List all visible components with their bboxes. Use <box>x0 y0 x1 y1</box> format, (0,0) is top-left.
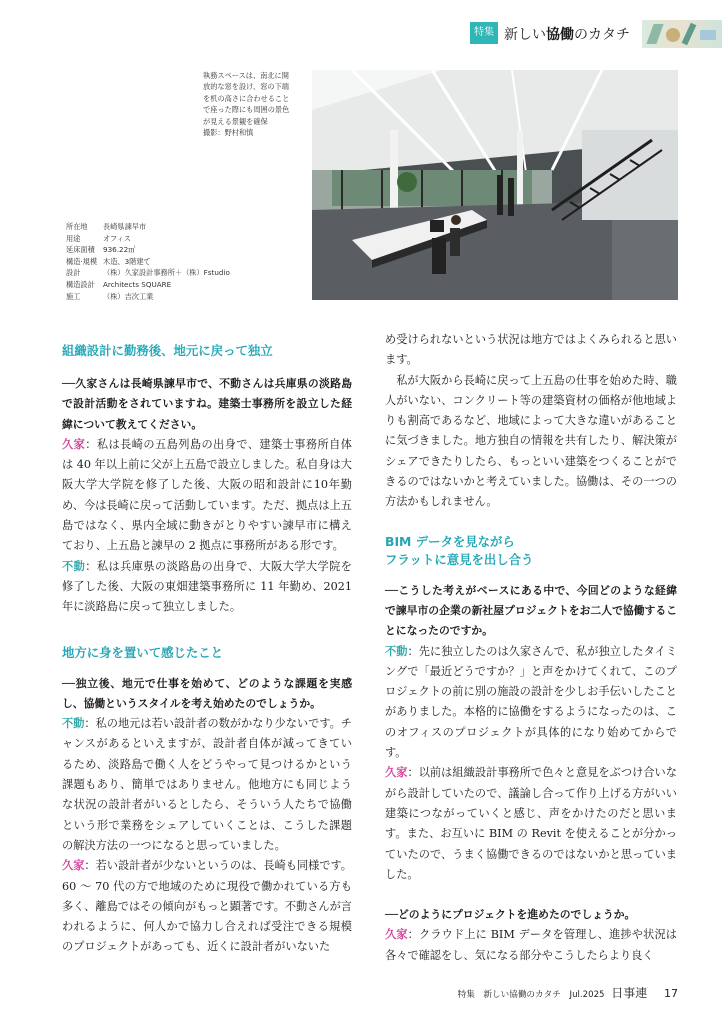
answer-paragraph <box>385 925 677 966</box>
answer-text: ：以前は組織設計事務所で色々と意見をぶつけ合いながら設計していたので、議論し合って作り上げる方がいい建築につながっていくと感じ、声をかけたのだと思います。また、お互いに BIM の Revit を使えることが分かっていたので、うまく協働できるのではないかと思っていました。 <box>385 766 677 881</box>
photo-caption-line: 放的な窓を設け、窓の下端 <box>203 82 289 92</box>
page-number: 17 <box>664 987 678 1000</box>
answer-paragraph <box>385 642 677 764</box>
photo-caption <box>203 70 309 138</box>
answer-paragraph <box>62 435 352 557</box>
feature-tag: 特集 <box>470 22 498 44</box>
speaker-kuga: 久家 <box>385 766 408 780</box>
answer-paragraph <box>62 856 352 957</box>
body-paragraph: 私が大阪から長崎に戻って上五島の仕事を始めた時、職人がいない、コンクリート等の建築資材の価格が他地域よりも割高であるなど、地域によって大きな違いがあることに気づきました。地方独自の情報を共有したり、解決策がシェアできたりしたら、もっといい建築をつくることができるのではないかと考えていました。協働は、その一つの方法かもしれません。 <box>385 373 677 509</box>
spec-key: 所在地 <box>66 222 88 231</box>
spec-row <box>66 291 230 303</box>
section-heading <box>385 533 677 569</box>
header-decoration <box>642 20 722 48</box>
section-heading-line2: フラットに意見を出し合う <box>385 551 534 567</box>
spec-row <box>66 244 230 256</box>
answer-text: ：私の地元は若い設計者の数がかなり少ないです。チャンスがあるといえますが、設計者自体が減ってきているため、淡路島で働く人をどうやって見つけるかという課題もあり、簡単ではありません。他地方にも同じような状況の設計者がいるとしたら、そういう人たちで協働という形で業務をシェアしていくことは、こうした課題の解決方法の一つになると思っていました。 <box>62 717 352 852</box>
photo-caption-line: で座った際にも周囲の景色 <box>203 105 290 115</box>
photo-caption-line: を机の高さに合わせること <box>203 93 290 103</box>
photo-credit: 撮影：野村和慎 <box>203 128 254 138</box>
speaker-kuga: 久家 <box>62 859 85 873</box>
answer-text: ：若い設計者が少ないというのは、長崎も同様です。60 ～ 70 代の方で地域のために現役で働かれている方も多く、離島ではその傾向がもっと顕著です。不動さんが言われるように、何人かで協力し合えれば受注できる規模のプロジェクトがあっても、近くに設計者がいないた <box>62 859 352 954</box>
photo-caption-line: 執務スペースは、南北に開 <box>203 71 289 80</box>
spec-key: 延床面積 <box>66 245 95 255</box>
spec-row <box>66 221 230 233</box>
spec-row <box>66 256 230 268</box>
answer-paragraph <box>62 714 352 856</box>
spec-value: （株）吉次工業 <box>103 291 154 301</box>
spec-value: （株）久家設計事務所＋（株）Fstudio <box>103 268 230 278</box>
interview-question: ──どのようにプロジェクトを進めたのでしょうか。 <box>385 908 636 922</box>
section-heading: 地方に身を置いて感じたこと <box>62 644 224 660</box>
interview-question: ──久家さんは長崎県諫早市で、不動さんは兵庫県の淡路島で設計活動をされていますね。建築士事務所を設立した経緯について教えてください。 <box>62 377 352 431</box>
interview-question: ──独立後、地元で仕事を始めて、どのような課題を実感し、協働というスタイルを考え始めたのでしょうか。 <box>62 676 352 710</box>
spec-key: 構造設計 <box>66 279 95 289</box>
spec-value: 936.22㎡ <box>103 245 136 255</box>
footer-brand: 日事連 <box>611 986 648 1000</box>
spec-value: Architects SQUARE <box>103 279 172 289</box>
project-specs <box>66 221 230 302</box>
answer-paragraph <box>62 557 352 618</box>
spec-key: 設計 <box>66 268 81 278</box>
spec-value: 長崎県諫早市 <box>103 222 147 231</box>
answer-text: ：私は長崎の五島列島の出身で、建築士事務所自体は 40 年以上前に父が上五島で設立しました。私自身は大阪大学大学院を修了した後、大阪の昭和設計に10年勤め、今は長崎に戻って活動しています。ただ、拠点は上五島ではなく、県内全域に動きがとりやすい諫早市に構えており、上五島と諫早の 2 拠点に事務所がある形です。 <box>62 437 352 553</box>
speaker-kuga: 久家 <box>62 437 86 451</box>
spec-row <box>66 279 230 291</box>
feature-title-pre: 新しい <box>504 27 546 43</box>
speaker-kuga: 久家 <box>385 928 408 942</box>
spec-row <box>66 267 230 279</box>
spec-key: 用途 <box>66 233 81 243</box>
speaker-fudo: 不動 <box>385 644 408 658</box>
section-heading: 組織設計に勤務後、地元に戻って独立 <box>62 343 273 358</box>
answer-text: ：先に独立したのは久家さんで、私が独立したタイミングで「最近どうですか？」と声をかけてくれて、このプロジェクトの前に別の施設の設計を少しお手伝いしたことがありました。本格的に協働をするようになったのは、このオフィスのプロジェクトが具体的になり始めてからです。 <box>385 644 677 760</box>
footer-section: 特集 新しい協働のカタチ <box>457 990 561 1000</box>
spec-value: 木造、3階建て <box>103 256 151 266</box>
right-column <box>385 330 677 966</box>
office-photo <box>312 70 678 300</box>
interview-question: ──こうした考えがベースにある中で、今回どのような経緯で諫早市の企業の新社屋プロジェクトをお二人で協働することになったのですか。 <box>385 583 677 638</box>
left-column <box>62 342 352 958</box>
body-paragraph: め受けられないという状況は地方ではよくみられると思います。 <box>385 333 677 367</box>
page-header <box>470 0 724 52</box>
footer-date: Jul.2025 <box>569 990 605 1000</box>
spec-key: 施工 <box>66 291 81 301</box>
office-interior-illustration <box>312 70 678 300</box>
feature-title-bold: 協働 <box>546 27 574 43</box>
answer-text: ：私は兵庫県の淡路島の出身で、大阪大学大学院を修了した後、大阪の東畑建築事務所に 11 年勤め、2021 年に淡路島に戻って独立しました。 <box>62 559 352 614</box>
feature-title-post: のカタチ <box>574 27 630 43</box>
photo-caption-line: が見える景観を確保 <box>203 116 268 126</box>
answer-paragraph <box>385 763 677 885</box>
feature-title <box>504 24 630 44</box>
section-heading-line1: BIM データを見ながら <box>385 533 515 549</box>
spec-value: オフィス <box>103 233 131 243</box>
speaker-fudo: 不動 <box>62 717 85 731</box>
answer-text: ：クラウド上に BIM データを管理し、進捗や状況は各々で確認をし、気になる部分やこうしたらより良く <box>385 928 677 962</box>
spec-row <box>66 233 230 245</box>
spec-key: 構造·規模 <box>66 256 98 266</box>
page-footer <box>458 984 678 1001</box>
speaker-fudo: 不動 <box>62 559 86 573</box>
